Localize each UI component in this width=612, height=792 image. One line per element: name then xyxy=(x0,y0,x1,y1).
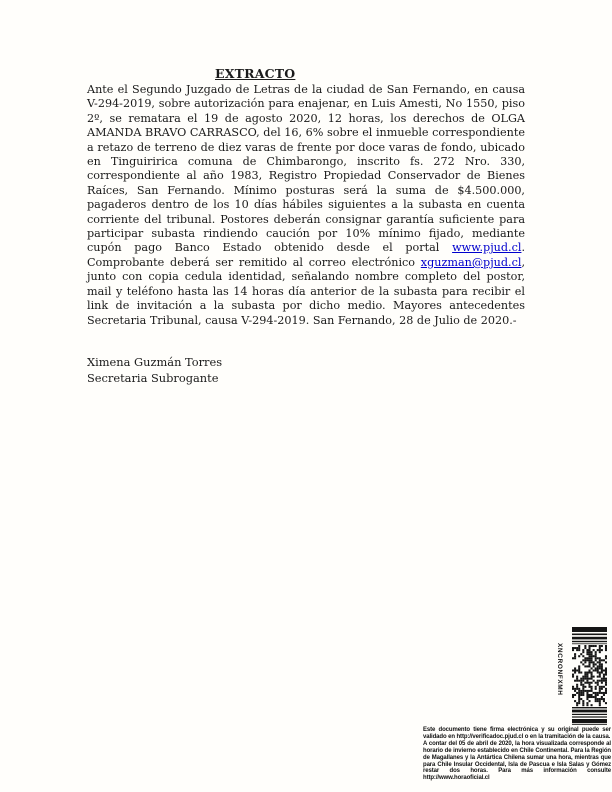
secretary-email-link[interactable]: xguzman@pjud.cl xyxy=(420,255,522,269)
signature-block xyxy=(87,355,222,386)
footer-paragraph-official-time: A contar del 05 de abril de 2020, la hora visualizada corresponde al horario de invierno establecido en Chile Continental. Para la Región de Magallanes y la Antártica Chilena sumar una hora, mientras que para Chile Insular Occidental, Isla de Pascua e Isla Salas y Gómez restar dos horas. Para más información consulte http://www.horaoficial.cl xyxy=(423,740,611,782)
body-text-part-2: . Comprobante deberá ser remitido al correo electrónico xyxy=(87,241,525,269)
footer-paragraph-signature-validation: Este documento tiene firma electrónica y su original puede ser validado en http://verificadoc.pjud.cl o en la tramitación de la causa. xyxy=(423,727,611,740)
body-text-part-3: , junto con copia cedula identidad, señalando nombre completo del postor, mail y teléfono hasta las 14 horas día anterior de la subasta para recibir el link de invitación a la subasta por dicho medio. Mayores antecedentes Secretaria Tribunal, causa V-294-2019. San Fernando, 28 de Julio de 2020.- xyxy=(87,255,525,327)
verification-barcode-icon xyxy=(572,627,607,725)
signature-role: Secretaria Subrogante xyxy=(87,370,219,385)
signature-name: Ximena Guzmán Torres xyxy=(87,355,223,369)
pjud-portal-link[interactable]: www.pjud.cl xyxy=(452,241,522,255)
footer-legal-text xyxy=(423,727,611,782)
barcode-code-text: XNCRONFXMH xyxy=(556,643,563,696)
document-title: EXTRACTO xyxy=(215,66,296,81)
document-body xyxy=(87,83,525,328)
body-text-part-1: Ante el Segundo Juzgado de Letras de la ciudad de San Fernando, en causa V-294-2019, sobre autorización para enajenar, en Luis Amesti, No 1550, piso 2º, se rematara el 19 de agosto 2020, 12 horas, los derechos de OLGA AMANDA BRAVO CARRASCO, del 16, 6% sobre el inmueble correspondiente a retazo de terreno de diez varas de frente por doce varas de fondo, ubicado en Tinguiririca comuna de Chimbarongo, inscrito fs. 272 Nro. 330, correspondiente al año 1983, Registro Propiedad Conservador de Bienes Raíces, San Fernando. Mínimo posturas será la suma de $4.500.000, pagaderos dentro de los 10 días hábiles siguientes a la subasta en cuenta corriente del tribunal. Postores deberán consignar garantía suficiente para participar subasta rindiendo caución por 10% mínimo fijado, mediante cupón pago Banco Estado obtenido desde el portal xyxy=(87,83,525,255)
